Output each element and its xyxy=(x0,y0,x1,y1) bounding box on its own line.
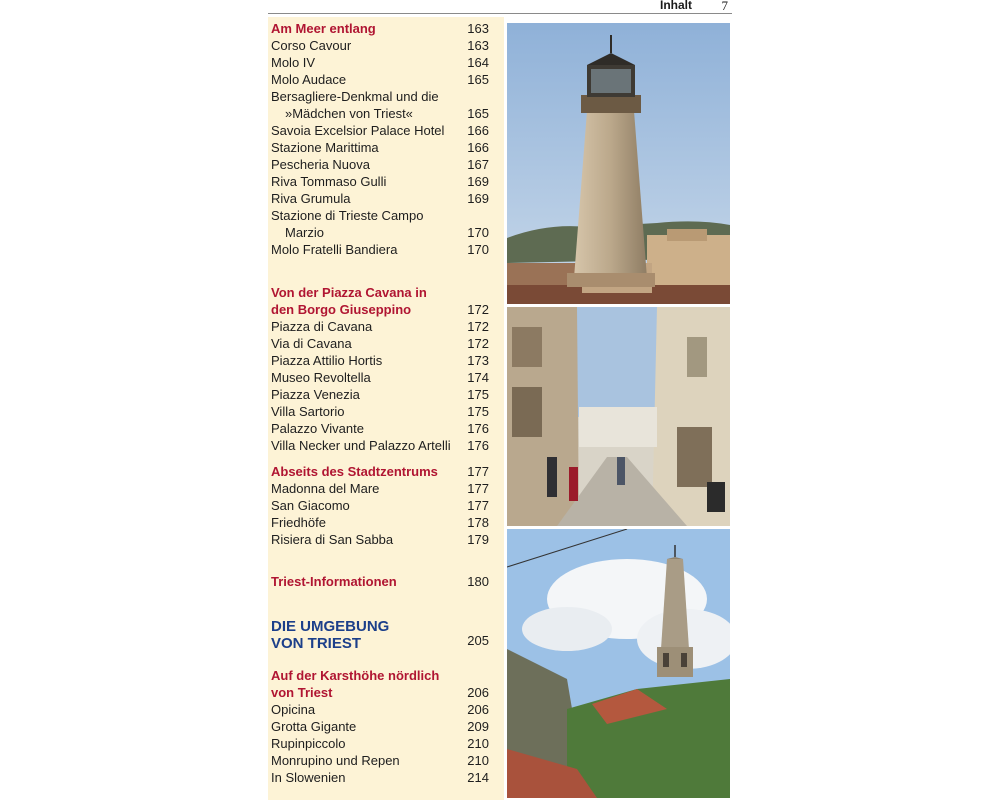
toc-entry-page: 173 xyxy=(467,353,489,368)
chapter-heading xyxy=(271,618,499,652)
toc-entry-label: Museo Revoltella xyxy=(271,370,371,385)
toc-entry[interactable] xyxy=(271,701,499,718)
toc-entry[interactable] xyxy=(271,318,499,335)
toc-entry-label: Opicina xyxy=(271,702,316,717)
toc-section xyxy=(271,573,499,590)
toc-entry-label: Molo IV xyxy=(271,55,316,70)
toc-entry[interactable] xyxy=(271,403,499,420)
section-page: 172 xyxy=(467,302,489,317)
section-heading-label: Triest-Informationen xyxy=(271,574,397,589)
toc-entry[interactable] xyxy=(271,335,499,352)
toc-entry-label: Marzio xyxy=(285,225,325,240)
toc-entry-label: Piazza di Cavana xyxy=(271,319,373,334)
toc-section xyxy=(271,463,499,548)
toc-entry-page: 169 xyxy=(467,191,489,206)
toc-entry-page: 206 xyxy=(467,702,489,717)
toc-entry[interactable] xyxy=(271,369,499,386)
section-page: 180 xyxy=(467,574,489,589)
toc-entry[interactable] xyxy=(271,386,499,403)
toc-entry-page: 176 xyxy=(467,438,489,453)
toc-entry-page: 210 xyxy=(467,753,489,768)
toc-entry[interactable] xyxy=(271,207,499,224)
toc-entry-page: 176 xyxy=(467,421,489,436)
toc-entry-label: Via di Cavana xyxy=(271,336,352,351)
toc-entry[interactable] xyxy=(271,437,499,454)
section-heading[interactable] xyxy=(271,684,499,701)
toc-entry-label: Bersagliere-Denkmal und die xyxy=(271,89,439,104)
toc-entry[interactable] xyxy=(271,37,499,54)
toc-entry-page: 172 xyxy=(467,319,489,334)
section-heading-label: den Borgo Giuseppino xyxy=(271,302,412,317)
toc-entry-label: Villa Sartorio xyxy=(271,404,345,419)
toc-entry-page: 179 xyxy=(467,532,489,547)
toc-entry-page: 210 xyxy=(467,736,489,751)
toc-entry-page: 177 xyxy=(467,498,489,513)
section-heading[interactable] xyxy=(271,20,499,37)
toc-entry-label: Riva Tommaso Gulli xyxy=(271,174,387,189)
section-heading-label: Abseits des Stadtzentrums xyxy=(271,464,438,479)
toc-entry-label: Stazione Marittima xyxy=(271,140,379,155)
toc-entry-label: Madonna del Mare xyxy=(271,481,380,496)
toc-entry-page: 175 xyxy=(467,404,489,419)
toc-entry-label: Monrupino und Repen xyxy=(271,753,400,768)
toc-entry-page: 174 xyxy=(467,370,489,385)
toc-entry[interactable] xyxy=(271,224,499,241)
toc-entry[interactable] xyxy=(271,514,499,531)
section-heading[interactable] xyxy=(271,573,499,590)
toc-entry-page: 170 xyxy=(467,225,489,240)
toc-entry[interactable] xyxy=(271,718,499,735)
toc-entry-label: Stazione di Trieste Campo xyxy=(271,208,424,223)
toc-entry-label: Piazza Venezia xyxy=(271,387,360,402)
lighthouse-photo xyxy=(507,23,730,304)
toc-entry-page: 163 xyxy=(467,38,489,53)
toc-entry[interactable] xyxy=(271,735,499,752)
toc-entry-label: Molo Audace xyxy=(271,72,347,87)
section-page: 206 xyxy=(467,685,489,700)
toc-entry-page: 209 xyxy=(467,719,489,734)
toc-entry-label: Savoia Excelsior Palace Hotel xyxy=(271,123,445,138)
section-heading-label: Von der Piazza Cavana in xyxy=(271,285,427,300)
toc-entry-label: San Giacomo xyxy=(271,498,350,513)
toc-entry-label: Rupinpiccolo xyxy=(271,736,346,751)
toc-entry-label: Palazzo Vivante xyxy=(271,421,364,436)
toc-entry[interactable] xyxy=(271,531,499,548)
section-heading-label: Auf der Karsthöhe nördlich xyxy=(271,668,440,683)
toc-entry-label: »Mädchen von Triest« xyxy=(285,106,413,121)
toc-entry[interactable] xyxy=(271,105,499,122)
toc-entry[interactable] xyxy=(271,190,499,207)
toc-entry-label: Friedhöfe xyxy=(271,515,326,530)
table-of-contents xyxy=(268,17,504,800)
toc-entry[interactable] xyxy=(271,241,499,258)
toc-entry-page: 169 xyxy=(467,174,489,189)
toc-entry-label: Corso Cavour xyxy=(271,38,352,53)
bell-tower-photo xyxy=(507,529,730,798)
section-heading-label: Am Meer entlang xyxy=(271,21,376,36)
toc-entry[interactable] xyxy=(271,420,499,437)
toc-entry[interactable] xyxy=(271,122,499,139)
toc-entry[interactable] xyxy=(271,173,499,190)
toc-entry-label: Pescheria Nuova xyxy=(271,157,370,172)
toc-entry-page: 214 xyxy=(467,770,489,785)
book-page xyxy=(268,0,732,800)
header-title: Inhalt xyxy=(660,0,692,12)
toc-entry[interactable] xyxy=(271,139,499,156)
toc-entry[interactable] xyxy=(271,769,499,786)
toc-entry[interactable] xyxy=(271,752,499,769)
toc-entry-label: Villa Necker und Palazzo Artelli xyxy=(271,438,451,453)
photo-column xyxy=(507,23,730,798)
chapter-title-line: DIE UMGEBUNG xyxy=(271,618,390,635)
toc-section xyxy=(271,20,499,258)
chapter-page: 205 xyxy=(467,633,489,648)
street-photo xyxy=(507,307,730,526)
running-header xyxy=(268,0,732,14)
toc-entry-page: 166 xyxy=(467,140,489,155)
toc-entry[interactable] xyxy=(271,71,499,88)
toc-entry-label: Risiera di San Sabba xyxy=(271,532,394,547)
chapter-title-line: VON TRIEST xyxy=(271,635,362,652)
section-heading[interactable] xyxy=(271,463,499,480)
toc-entry[interactable] xyxy=(271,352,499,369)
section-heading[interactable] xyxy=(271,284,499,301)
section-page: 163 xyxy=(467,21,489,36)
toc-entry-label: Riva Grumula xyxy=(271,191,351,206)
section-heading[interactable] xyxy=(271,667,499,684)
toc-entry-page: 170 xyxy=(467,242,489,257)
toc-section xyxy=(271,284,499,454)
toc-entry-page: 166 xyxy=(467,123,489,138)
toc-entry-page: 175 xyxy=(467,387,489,402)
section-page: 177 xyxy=(467,464,489,479)
toc-entry-page: 164 xyxy=(467,55,489,70)
toc-entry-label: In Slowenien xyxy=(271,770,346,785)
toc-entry-page: 177 xyxy=(467,481,489,496)
toc-entry-page: 165 xyxy=(467,72,489,87)
page-number: 7 xyxy=(721,0,728,13)
toc-entry[interactable] xyxy=(271,54,499,71)
toc-entry[interactable] xyxy=(271,480,499,497)
toc-entry-page: 165 xyxy=(467,106,489,121)
toc-entry-page: 178 xyxy=(467,515,489,530)
toc-entry[interactable] xyxy=(271,88,499,105)
toc-entry-label: Piazza Attilio Hortis xyxy=(271,353,383,368)
section-heading-label: von Triest xyxy=(271,685,333,700)
toc-entry[interactable] xyxy=(271,497,499,514)
toc-entry-page: 167 xyxy=(467,157,489,172)
section-heading[interactable] xyxy=(271,301,499,318)
toc-section xyxy=(271,667,499,786)
toc-entry[interactable] xyxy=(271,156,499,173)
toc-entry-label: Molo Fratelli Bandiera xyxy=(271,242,398,257)
toc-entry-page: 172 xyxy=(467,336,489,351)
toc-entry-label: Grotta Gigante xyxy=(271,719,357,734)
